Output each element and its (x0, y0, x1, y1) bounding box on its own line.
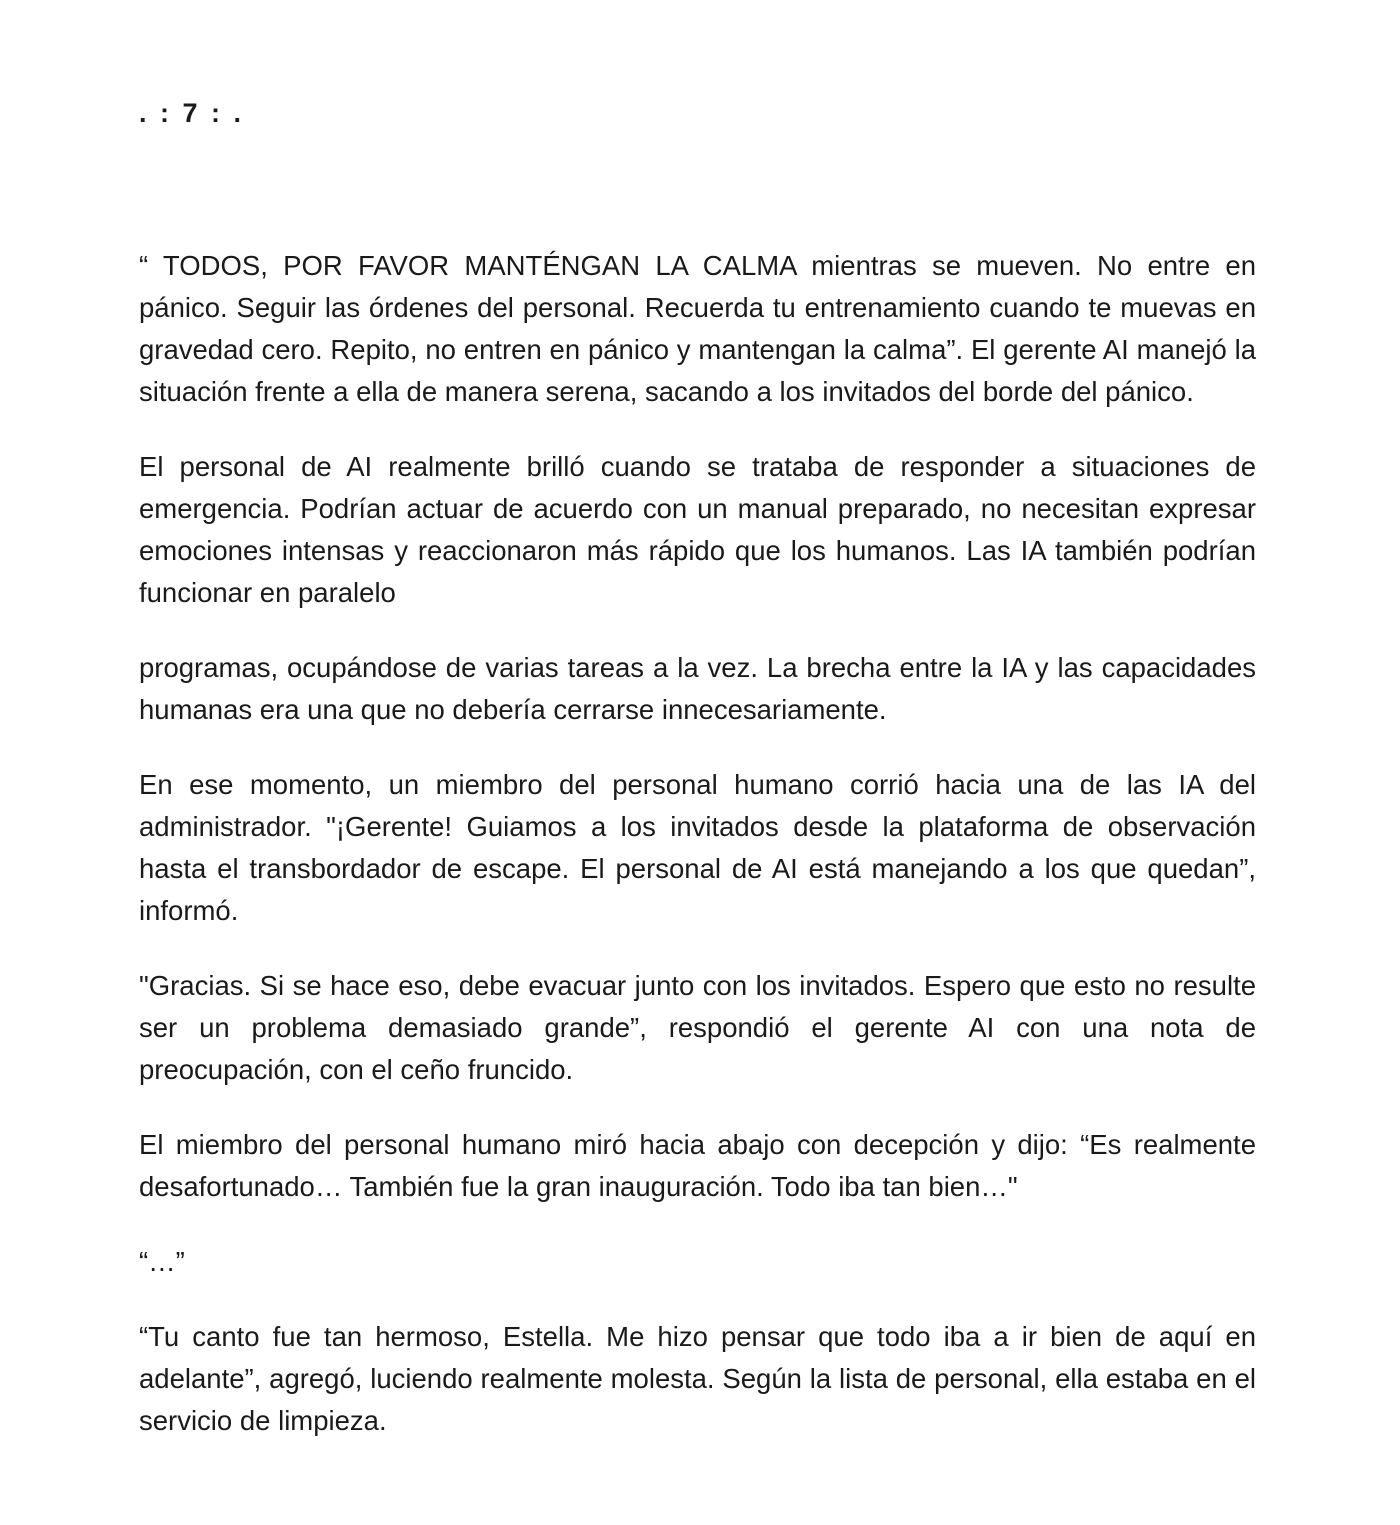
paragraph-4: En ese momento, un miembro del personal humano corrió hacia una de las IA del administrador. "¡Gerente! Guiamos a los invitados desde la plataforma de observación hasta el transbordador de escape. El personal de AI está manejando a los que quedan”, informó. (139, 769, 1256, 926)
paragraph-6: El miembro del personal humano miró hacia abajo con decepción y dijo: “Es realmente desafortunado… También fue la gran inauguración. Todo iba tan bien…" (139, 1129, 1256, 1202)
paragraph-5: "Gracias. Si se hace eso, debe evacuar junto con los invitados. Espero que esto no resulte ser un problema demasiado grande”, respondió el gerente AI con una nota de preocupación, con el ceño fruncido. (139, 970, 1256, 1085)
paragraph-3: programas, ocupándose de varias tareas a la vez. La brecha entre la IA y las capacidades humanas era una que no debería cerrarse innecesariamente. (139, 652, 1256, 725)
chapter-heading: . : 7 : . (139, 98, 245, 128)
paragraph-1: “ TODOS, POR FAVOR MANTÉNGAN LA CALMA mientras se mueven. No entre en pánico. Seguir las órdenes del personal. Recuerda tu entrenamiento cuando te muevas en gravedad cero. Repito, no entren en pánico y mantengan la calma”. El gerente AI manejó la situación frente a ella de manera serena, sacando a los invitados del borde del pánico. (139, 250, 1256, 407)
paragraph-7: “…” (139, 1246, 185, 1277)
paragraph-8: “Tu canto fue tan hermoso, Estella. Me hizo pensar que todo iba a ir bien de aquí en adelante”, agregó, luciendo realmente molesta. Según la lista de personal, ella estaba en el servicio de limpieza. (139, 1321, 1256, 1436)
paragraph-2: El personal de AI realmente brilló cuando se trataba de responder a situaciones de emergencia. Podrían actuar de acuerdo con un manual preparado, no necesitan expresar emociones intensas y reaccionaron más rápido que los humanos. Las IA también podrían funcionar en paralelo (139, 451, 1256, 608)
body-text (139, 245, 1256, 1475)
